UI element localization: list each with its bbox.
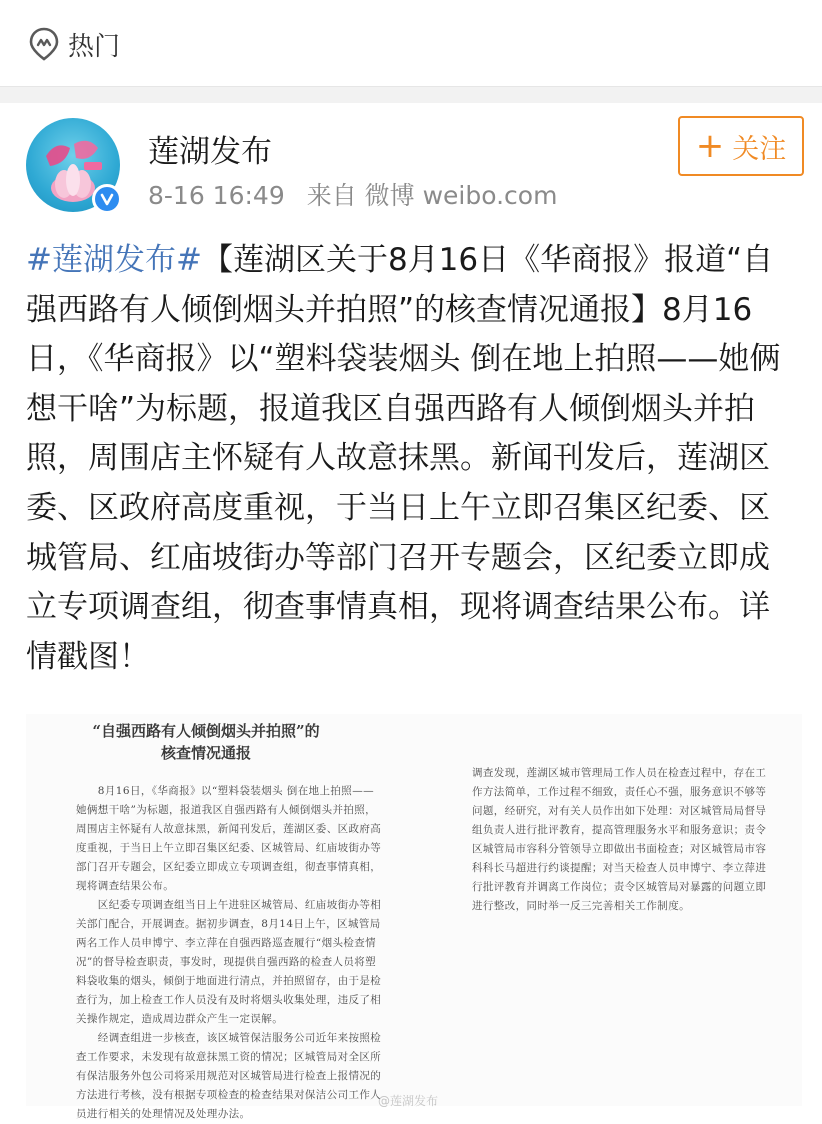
post-timestamp: 8-16 16:49 <box>148 181 285 210</box>
plus-icon: + <box>695 126 725 166</box>
document-right-column: 调查发现，莲湖区城市管理局工作人员在检查过程中，存在工作方法简单，工作过程不细致，责任心不强，服务意识不够等问题，经研究，对有关人员作出如下处理：对区城管局局督导组负责人进行批评教育，提高管理服务水平和服务意识；责令区城管局市容科分管领导立即做出书面检查；对区城管局市容科科长马超进行约谈提醒；对当天检查人员申博宁、李立萍进行批评教育并调离工作岗位；责令区城管局对暴露的问题立即进行整改，同时举一反三完善相关工作制度。 <box>472 767 767 912</box>
post-body <box>26 236 800 682</box>
document-left-column: 8月16日，《华商报》以“塑料袋装烟头 倒在地上拍照——她俩想干啥”为标题，报道我区自强西路有人倾倒烟头并拍照，周围店主怀疑有人故意抹黑，新闻刊发后，莲湖区委、区政府高度重视，于当日上午立即召集区纪委、区城管局、红庙坡街办等部门召开专题会，区纪委立即成立专项调查组，彻查事情真相，现将调查结果公布。 区纪委专项调查组当日上午进驻区城管局、红庙坡街办等相关部门配合，开展调查。据初步调查，8月14日上午，区城管局两名工作人员申博宁、李立萍在自强西路巡查履行“烟头检查情况”的督导检查职责，事发时，现提供自强西路的检查人员将塑料袋收集的烟头，倾倒于地面进行清点，并拍照留存，由于是检查行为，加上检查工作人员没有及时将烟头收集处理，违反了相关操作规定，造成周边群众产生一定误解。 经调查组进一步核查，该区城管保洁服务公司近年来按照检查工作要求，未发现有故意抹黑工资的情况；区城管局对全区所有保洁服务外包公司将采用规范对区城管局进行检查上报情况的方法进行考核，没有根据专项检查的检查结果对保洁公司工作人员进行相关的处理情况及处理办法。 <box>76 785 382 1120</box>
document-title-line2: 核查情况通报 <box>160 744 251 762</box>
hot-tab-label: 热门 <box>68 31 121 62</box>
hashtag-link[interactable]: #莲湖发布# <box>26 242 202 278</box>
attached-document-image[interactable] <box>26 714 802 1120</box>
post-source[interactable]: 来自 微博 weibo.com <box>306 181 558 210</box>
follow-button[interactable] <box>678 116 804 176</box>
document-title-line1: “自强西路有人倾倒烟头并拍照”的 <box>92 722 320 740</box>
follow-button-label: 关注 <box>732 133 787 165</box>
author-name[interactable]: 莲湖发布 <box>148 134 272 170</box>
post-meta <box>148 176 557 212</box>
section-divider <box>0 86 822 103</box>
verified-badge-icon <box>92 184 122 214</box>
post-body-text: 【莲湖区关于8月16日《华商报》报道“自强西路有人倾倒烟头并拍照”的核查情况通报】8月16日，《华商报》以“塑料袋装烟头 倒在地上拍照——她俩想干啥”为标题，报道我区自强西路有人倾倒烟头并拍照，周围店主怀疑有人故意抹黑。新闻刊发后，莲湖区委、区政府高度重视，于当日上午立即召集区纪委、区城管局、红庙坡街办等部门召开专题会，区纪委立即成立专项调查组，彻查事情真相，现将调查结果公布。详情戳图！ <box>26 242 781 675</box>
hot-tab[interactable] <box>26 24 120 64</box>
location-pin-icon <box>26 26 62 62</box>
weibo-watermark: @莲湖发布 <box>378 1094 439 1108</box>
avatar[interactable] <box>26 118 120 212</box>
